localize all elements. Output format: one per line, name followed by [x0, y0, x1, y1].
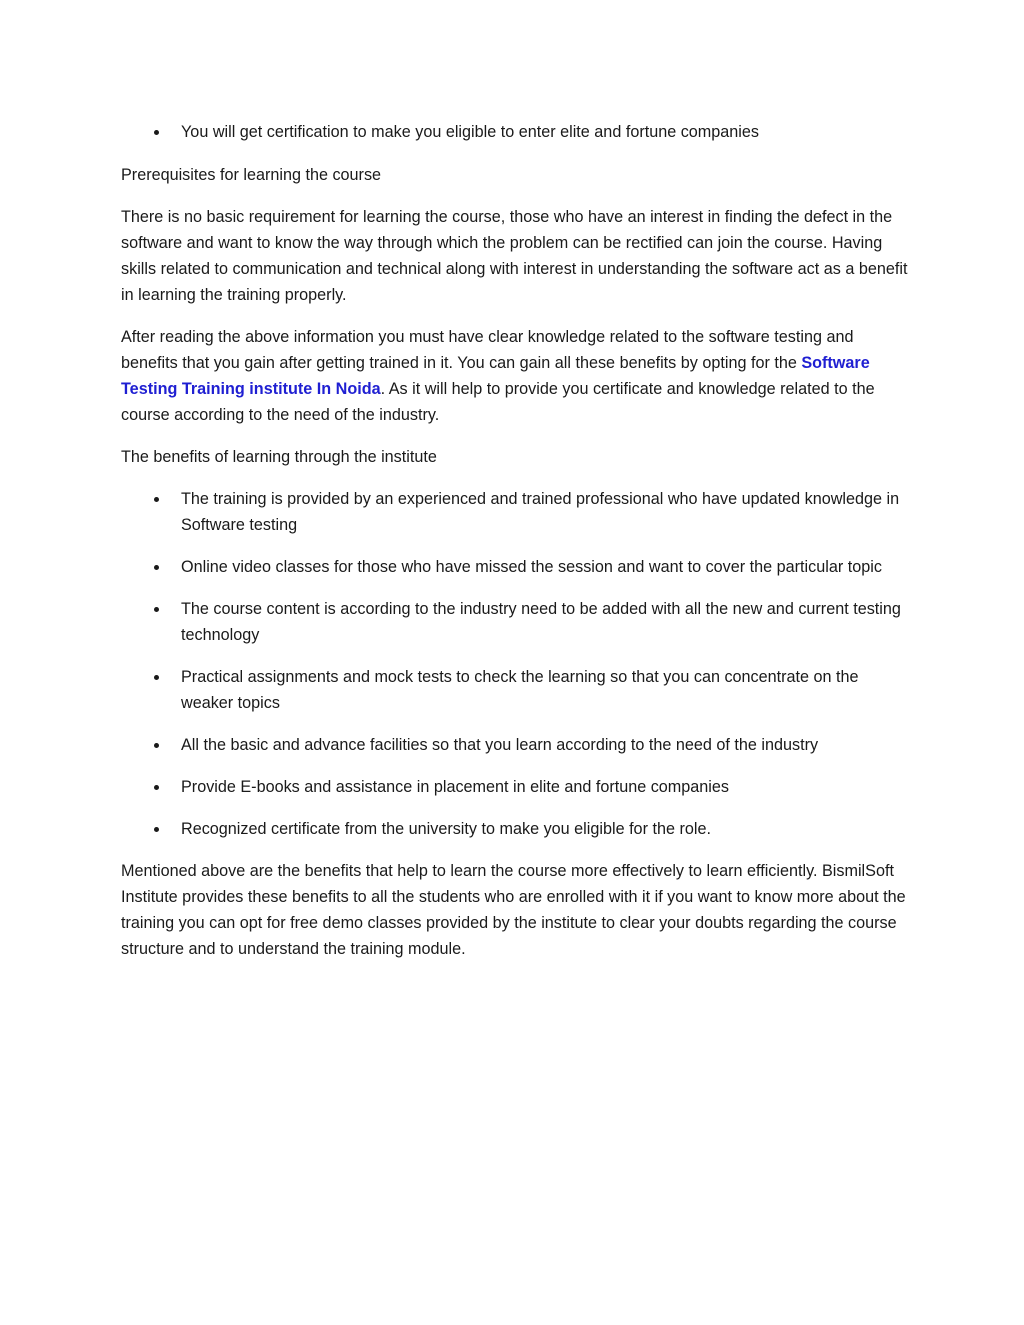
- info-text-after-link: . As it will help to provide you certificate and knowledge related to the course according to the need of the industry.: [121, 380, 875, 424]
- bullet-icon: [154, 607, 159, 612]
- list-item: [121, 554, 911, 580]
- list-item-text: Practical assignments and mock tests to check the learning so that you can concentrate on the weaker topics: [181, 668, 859, 712]
- info-paragraph: [121, 324, 911, 428]
- bullet-icon: [154, 827, 159, 832]
- list-item-text: The course content is according to the industry need to be added with all the new and current testing technology: [181, 600, 901, 644]
- certification-list: [121, 119, 911, 145]
- info-text-before-link: After reading the above information you must have clear knowledge related to the software testing and benefits that you gain after getting trained in it. You can gain all these benefits by opting for the: [121, 328, 854, 372]
- list-item-text: Online video classes for those who have missed the session and want to cover the particular topic: [181, 558, 882, 576]
- list-item-text: All the basic and advance facilities so that you learn according to the need of the industry: [181, 736, 819, 754]
- bullet-icon: [154, 675, 159, 680]
- list-item: [121, 596, 911, 648]
- bullet-icon: [154, 130, 159, 135]
- list-item: [121, 732, 911, 758]
- list-item: [121, 664, 911, 716]
- bullet-icon: [154, 497, 159, 502]
- closing-paragraph: Mentioned above are the benefits that help to learn the course more effectively to learn efficiently. BismilSoft Institute provides these benefits to all the students who are enrolled with it if you want to know more about the training you can opt for free demo classes provided by the institute to clear your doubts regarding the course structure and to understand the training module.: [121, 862, 906, 958]
- list-item: [121, 119, 911, 145]
- list-item: [121, 774, 911, 800]
- list-item-text: Provide E-books and assistance in placement in elite and fortune companies: [181, 778, 729, 796]
- list-item: [121, 816, 911, 842]
- list-item-text: The training is provided by an experienced and trained professional who have updated knowledge in Software testing: [181, 490, 900, 534]
- prerequisites-heading: Prerequisites for learning the course: [121, 166, 382, 184]
- bullet-icon: [154, 565, 159, 570]
- benefits-heading: The benefits of learning through the institute: [121, 448, 437, 466]
- document-body: [121, 119, 911, 978]
- list-item-text: Recognized certificate from the university to make you eligible for the role.: [181, 820, 711, 838]
- bullet-icon: [154, 743, 159, 748]
- list-item-text: You will get certification to make you eligible to enter elite and fortune companies: [181, 123, 759, 141]
- bullet-icon: [154, 785, 159, 790]
- training-institute-link[interactable]: Software Testing Training institute In Noida: [121, 354, 870, 398]
- prerequisites-paragraph: There is no basic requirement for learning the course, those who have an interest in finding the defect in the software and want to know the way through which the problem can be rectified can join the course. Having skills related to communication and technical along with interest in understanding the software act as a benefit in learning the training properly.: [121, 208, 908, 304]
- benefits-list: [121, 486, 911, 842]
- list-item: [121, 486, 911, 538]
